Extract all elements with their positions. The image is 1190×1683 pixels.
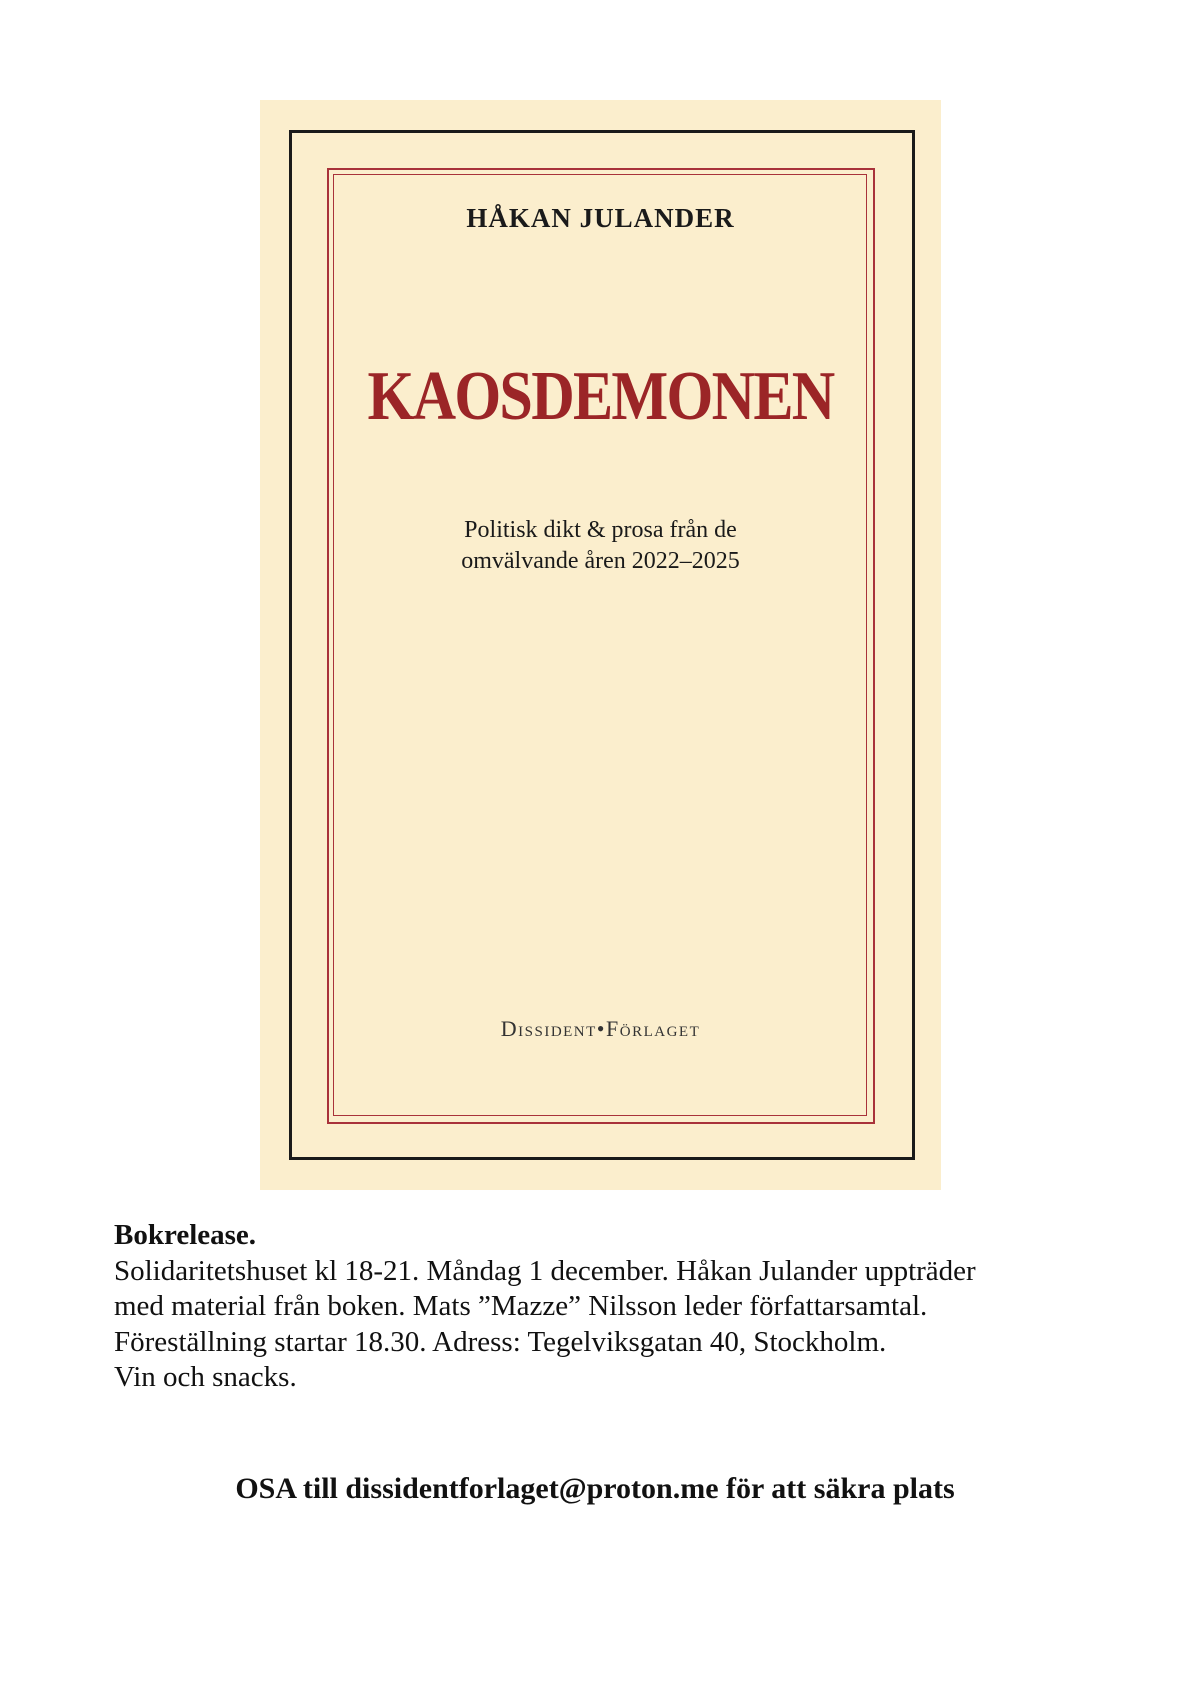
cover-author: HÅKAN JULANDER xyxy=(466,203,735,233)
event-info xyxy=(114,1218,1094,1396)
event-info-line-1: Solidaritetshuset kl 18-21. Måndag 1 december. Håkan Julander uppträder xyxy=(114,1254,976,1287)
cover-subtitle xyxy=(260,515,941,577)
cover-subtitle-line-1: Politisk dikt & prosa från de xyxy=(464,517,737,543)
event-info-line-2: med material från boken. Mats ”Mazze” Nilsson leder författarsamtal. xyxy=(114,1290,928,1322)
cover-title: KAOSDEMONEN xyxy=(367,358,834,435)
event-info-line-4: Vin och snacks. xyxy=(114,1361,297,1393)
book-cover xyxy=(260,100,941,1190)
cover-publisher: Dissident•Förlaget xyxy=(500,1016,701,1041)
cover-red-frame-inner xyxy=(333,174,867,1116)
event-info-line-3: Föreställning startar 18.30. Adress: Tegelviksgatan 40, Stockholm. xyxy=(114,1325,887,1358)
cover-subtitle-line-2: omvälvande åren 2022–2025 xyxy=(461,548,740,574)
event-heading: Bokrelease. xyxy=(114,1219,257,1251)
rsvp-notice: OSA till dissidentforlaget@proton.me för att säkra plats xyxy=(235,1472,955,1505)
